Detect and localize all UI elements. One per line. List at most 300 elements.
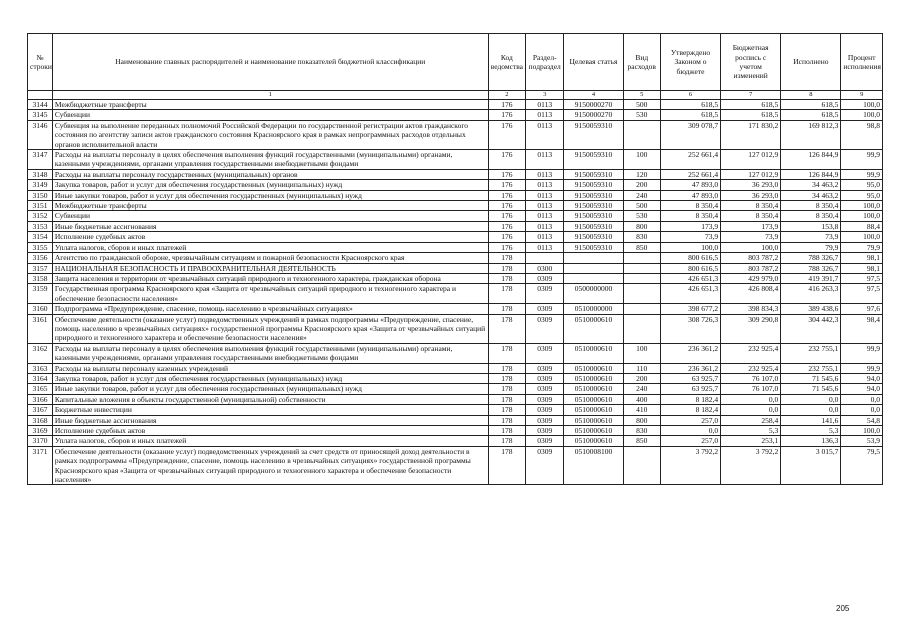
expense-type-cell: 850 — [623, 242, 660, 252]
row-name-cell: Расходы на выплаты персоналу казенных учреждений — [52, 363, 488, 373]
row-name-cell: Уплата налогов, сборов и иных платежей — [52, 436, 488, 446]
expense-type-cell — [623, 446, 660, 485]
expense-type-cell — [623, 284, 660, 304]
execution-percent-cell: 97,6 — [841, 304, 883, 314]
department-code-cell: 176 — [488, 211, 525, 221]
row-number-cell: 3152 — [28, 211, 53, 221]
section-code-cell: 0309 — [526, 426, 564, 436]
executed-amount-cell: 169 812,3 — [781, 120, 841, 149]
row-number-cell: 3153 — [28, 221, 53, 231]
section-code-cell: 0113 — [526, 100, 564, 110]
row-name-cell: НАЦИОНАЛЬНАЯ БЕЗОПАСНОСТЬ И ПРАВООХРАНИТЕЛЬНАЯ ДЕЯТЕЛЬНОСТЬ — [52, 263, 488, 273]
column-number-row — [28, 91, 883, 100]
executed-amount-cell: 153,8 — [781, 221, 841, 231]
budget-list-amount-cell: 618,5 — [721, 110, 781, 120]
target-article-cell: 0510000610 — [564, 436, 623, 446]
executed-amount-cell: 126 844,9 — [781, 150, 841, 170]
section-code-cell: 0309 — [526, 343, 564, 363]
department-code-cell: 178 — [488, 273, 525, 283]
budget-list-amount-cell: 8 350,4 — [721, 201, 781, 211]
expense-type-cell — [623, 273, 660, 283]
table-row — [28, 405, 883, 415]
target-article-cell: 9150000270 — [564, 100, 623, 110]
table-row — [28, 415, 883, 425]
row-number-cell: 3148 — [28, 169, 53, 179]
execution-percent-cell: 53,9 — [841, 436, 883, 446]
header-row — [28, 34, 883, 91]
row-name-cell: Расходы на выплаты персоналу в целях обеспечения выполнения функций государственными (муниципальными) органами, казенными учреждениями, органами управления государственными внебюджетными фондами — [52, 150, 488, 170]
column-number: 8 — [781, 91, 841, 100]
row-number-cell: 3160 — [28, 304, 53, 314]
row-number-cell: 3147 — [28, 150, 53, 170]
row-name-cell: Иные бюджетные ассигнования — [52, 221, 488, 231]
department-code-cell: 178 — [488, 263, 525, 273]
column-number — [28, 91, 53, 100]
column-number: 7 — [721, 91, 781, 100]
table-row — [28, 242, 883, 252]
executed-amount-cell: 389 438,6 — [781, 304, 841, 314]
row-name-cell: Исполнение судебных актов — [52, 426, 488, 436]
target-article-cell: 0510000000 — [564, 304, 623, 314]
executed-amount-cell: 79,9 — [781, 242, 841, 252]
execution-percent-cell: 79,5 — [841, 446, 883, 485]
executed-amount-cell: 141,6 — [781, 415, 841, 425]
table-row — [28, 253, 883, 263]
table-row — [28, 169, 883, 179]
executed-amount-cell: 0,0 — [781, 405, 841, 415]
target-article-cell: 0510000610 — [564, 363, 623, 373]
table-row — [28, 100, 883, 110]
target-article-cell: 9150000270 — [564, 110, 623, 120]
execution-percent-cell: 79,9 — [841, 242, 883, 252]
executed-amount-cell: 71 545,6 — [781, 373, 841, 383]
execution-percent-cell: 100,0 — [841, 232, 883, 242]
target-article-cell: 0510000610 — [564, 343, 623, 363]
budget-list-amount-cell: 127 012,9 — [721, 150, 781, 170]
page-number: 205 — [836, 604, 850, 613]
section-code-cell: 0113 — [526, 232, 564, 242]
expense-type-cell: 830 — [623, 426, 660, 436]
column-number: 5 — [623, 91, 660, 100]
approved-amount-cell: 63 925,7 — [660, 373, 720, 383]
department-code-cell: 178 — [488, 304, 525, 314]
department-code-cell: 176 — [488, 221, 525, 231]
row-name-cell: Закупка товаров, работ и услуг для обеспечения государственных (муниципальных) нужд — [52, 373, 488, 383]
executed-amount-cell: 34 463,2 — [781, 180, 841, 190]
approved-amount-cell: 47 893,0 — [660, 180, 720, 190]
row-number-cell: 3164 — [28, 373, 53, 383]
approved-amount-cell: 63 925,7 — [660, 384, 720, 394]
budget-list-amount-cell: 398 834,3 — [721, 304, 781, 314]
approved-amount-cell: 309 078,7 — [660, 120, 720, 149]
expense-type-cell — [623, 304, 660, 314]
section-code-cell: 0113 — [526, 110, 564, 120]
department-code-cell: 178 — [488, 384, 525, 394]
row-number-cell: 3170 — [28, 436, 53, 446]
row-number-cell: 3158 — [28, 273, 53, 283]
section-code-cell — [526, 253, 564, 263]
approved-amount-cell: 236 361,2 — [660, 343, 720, 363]
table-row — [28, 150, 883, 170]
section-code-cell: 0309 — [526, 363, 564, 373]
section-code-cell: 0309 — [526, 314, 564, 343]
approved-amount-cell: 252 661,4 — [660, 150, 720, 170]
target-article-cell: 0510000610 — [564, 415, 623, 425]
executed-amount-cell: 126 844,9 — [781, 169, 841, 179]
table-row — [28, 436, 883, 446]
column-number: 3 — [526, 91, 564, 100]
expense-type-cell: 800 — [623, 221, 660, 231]
execution-percent-cell: 88,4 — [841, 221, 883, 231]
target-article-cell: 0510000610 — [564, 405, 623, 415]
expense-type-cell: 240 — [623, 190, 660, 200]
executed-amount-cell: 0,0 — [781, 394, 841, 404]
table-row — [28, 263, 883, 273]
column-number: 6 — [660, 91, 720, 100]
section-code-cell: 0113 — [526, 190, 564, 200]
table-row — [28, 120, 883, 149]
execution-percent-cell: 100,0 — [841, 100, 883, 110]
department-code-cell: 178 — [488, 405, 525, 415]
department-code-cell: 178 — [488, 363, 525, 373]
table-row — [28, 201, 883, 211]
execution-percent-cell: 98,8 — [841, 120, 883, 149]
section-code-cell: 0300 — [526, 263, 564, 273]
approved-amount-cell: 47 893,0 — [660, 190, 720, 200]
expense-type-cell: 240 — [623, 384, 660, 394]
table-row — [28, 314, 883, 343]
budget-list-amount-cell: 8 350,4 — [721, 211, 781, 221]
expense-type-cell: 110 — [623, 363, 660, 373]
expense-type-cell: 500 — [623, 201, 660, 211]
section-code-cell: 0113 — [526, 221, 564, 231]
approved-amount-cell: 8 182,4 — [660, 394, 720, 404]
table-row — [28, 384, 883, 394]
section-code-cell: 0309 — [526, 273, 564, 283]
target-article-cell: 9150059310 — [564, 169, 623, 179]
execution-percent-cell: 0,0 — [841, 394, 883, 404]
row-number-cell: 3151 — [28, 201, 53, 211]
section-code-cell: 0113 — [526, 242, 564, 252]
executed-amount-cell: 34 463,2 — [781, 190, 841, 200]
department-code-cell: 178 — [488, 426, 525, 436]
section-code-cell: 0113 — [526, 120, 564, 149]
approved-amount-cell: 308 726,3 — [660, 314, 720, 343]
row-name-cell: Иные закупки товаров, работ и услуг для обеспечения государственных (муниципальных) нужд — [52, 190, 488, 200]
executed-amount-cell: 8 350,4 — [781, 211, 841, 221]
execution-percent-cell: 100,0 — [841, 201, 883, 211]
target-article-cell: 0510000610 — [564, 426, 623, 436]
section-code-cell: 0309 — [526, 415, 564, 425]
budget-list-amount-cell: 100,0 — [721, 242, 781, 252]
header-name: Наименование главных распорядителей и наименование показателей бюджетной классификации — [52, 34, 488, 91]
expense-type-cell: 830 — [623, 232, 660, 242]
execution-percent-cell: 100,0 — [841, 211, 883, 221]
expense-type-cell — [623, 263, 660, 273]
target-article-cell: 9150059310 — [564, 150, 623, 170]
department-code-cell: 176 — [488, 242, 525, 252]
department-code-cell: 176 — [488, 100, 525, 110]
row-name-cell: Уплата налогов, сборов и иных платежей — [52, 242, 488, 252]
execution-percent-cell: 99,9 — [841, 363, 883, 373]
budget-list-amount-cell: 429 979,0 — [721, 273, 781, 283]
expense-type-cell — [623, 253, 660, 263]
budget-table — [27, 33, 883, 485]
row-name-cell: Субвенция на выполнение переданных полномочий Российской Федерации по государственной регистрации актов гражданского состояния по агентству записи актов гражданского состояния Красноярского края в рамках непрограммных расходов отдельных органов исполнительной власти — [52, 120, 488, 149]
row-name-cell: Закупка товаров, работ и услуг для обеспечения государственных (муниципальных) нужд — [52, 180, 488, 190]
section-code-cell: 0309 — [526, 405, 564, 415]
target-article-cell: 9150059310 — [564, 232, 623, 242]
budget-list-amount-cell: 36 293,0 — [721, 190, 781, 200]
row-number-cell: 3144 — [28, 100, 53, 110]
row-number-cell: 3161 — [28, 314, 53, 343]
department-code-cell: 176 — [488, 201, 525, 211]
row-name-cell: Государственная программа Красноярского края «Защита от чрезвычайных ситуаций природного и техногенного характера и обеспечение безопасности населения» — [52, 284, 488, 304]
budget-list-amount-cell: 5,3 — [721, 426, 781, 436]
row-number-cell: 3146 — [28, 120, 53, 149]
row-number-cell: 3155 — [28, 242, 53, 252]
table-row — [28, 446, 883, 485]
column-number: 4 — [564, 91, 623, 100]
approved-amount-cell: 426 651,3 — [660, 273, 720, 283]
row-name-cell: Капитальные вложения в объекты государственной (муниципальной) собственности — [52, 394, 488, 404]
header-execution-percent: Процент исполнения — [841, 34, 883, 91]
row-number-cell: 3169 — [28, 426, 53, 436]
approved-amount-cell: 236 361,2 — [660, 363, 720, 373]
execution-percent-cell: 0,0 — [841, 405, 883, 415]
execution-percent-cell: 54,8 — [841, 415, 883, 425]
row-name-cell: Агентство по гражданской обороне, чрезвычайным ситуациям и пожарной безопасности Красноярского края — [52, 253, 488, 263]
execution-percent-cell: 94,0 — [841, 384, 883, 394]
row-number-cell: 3168 — [28, 415, 53, 425]
approved-amount-cell: 800 616,5 — [660, 253, 720, 263]
table-row — [28, 343, 883, 363]
approved-amount-cell: 426 651,3 — [660, 284, 720, 304]
column-number: 2 — [488, 91, 525, 100]
executed-amount-cell: 71 545,6 — [781, 384, 841, 394]
table-row — [28, 304, 883, 314]
budget-list-amount-cell: 76 107,0 — [721, 373, 781, 383]
execution-percent-cell: 98,4 — [841, 314, 883, 343]
approved-amount-cell: 618,5 — [660, 100, 720, 110]
target-article-cell — [564, 253, 623, 263]
approved-amount-cell: 398 677,2 — [660, 304, 720, 314]
approved-amount-cell: 100,0 — [660, 242, 720, 252]
row-name-cell: Иные закупки товаров, работ и услуг для обеспечения государственных (муниципальных) нужд — [52, 384, 488, 394]
section-code-cell: 0309 — [526, 373, 564, 383]
section-code-cell: 0113 — [526, 150, 564, 170]
row-number-cell: 3149 — [28, 180, 53, 190]
row-name-cell: Подпрограмма «Предупреждение, спасение, помощь населению в чрезвычайных ситуациях» — [52, 304, 488, 314]
table-row — [28, 363, 883, 373]
execution-percent-cell: 100,0 — [841, 426, 883, 436]
execution-percent-cell: 94,0 — [841, 373, 883, 383]
expense-type-cell: 500 — [623, 100, 660, 110]
target-article-cell: 9150059310 — [564, 221, 623, 231]
approved-amount-cell: 8 182,4 — [660, 405, 720, 415]
header-executed: Исполнено — [781, 34, 841, 91]
target-article-cell: 0510000610 — [564, 394, 623, 404]
header-approved-by-law: Утверждено Законом о бюджете — [660, 34, 720, 91]
approved-amount-cell: 257,0 — [660, 415, 720, 425]
target-article-cell — [564, 273, 623, 283]
row-name-cell: Межбюджетные трансферты — [52, 100, 488, 110]
executed-amount-cell: 618,5 — [781, 100, 841, 110]
column-number: 1 — [52, 91, 488, 100]
expense-type-cell: 200 — [623, 373, 660, 383]
expense-type-cell: 800 — [623, 415, 660, 425]
approved-amount-cell: 8 350,4 — [660, 201, 720, 211]
target-article-cell: 9150059310 — [564, 120, 623, 149]
budget-list-amount-cell: 253,1 — [721, 436, 781, 446]
department-code-cell: 176 — [488, 190, 525, 200]
row-number-cell: 3157 — [28, 263, 53, 273]
table-row — [28, 373, 883, 383]
department-code-cell: 176 — [488, 120, 525, 149]
row-number-cell: 3171 — [28, 446, 53, 485]
header-row-number: № строки — [28, 34, 53, 91]
row-number-cell: 3150 — [28, 190, 53, 200]
executed-amount-cell: 788 326,7 — [781, 253, 841, 263]
expense-type-cell: 400 — [623, 394, 660, 404]
budget-list-amount-cell: 0,0 — [721, 405, 781, 415]
executed-amount-cell: 5,3 — [781, 426, 841, 436]
execution-percent-cell: 99,9 — [841, 343, 883, 363]
execution-percent-cell: 95,0 — [841, 180, 883, 190]
budget-list-amount-cell: 0,0 — [721, 394, 781, 404]
target-article-cell: 9150059310 — [564, 190, 623, 200]
execution-percent-cell: 98,1 — [841, 253, 883, 263]
department-code-cell: 176 — [488, 180, 525, 190]
table-row — [28, 211, 883, 221]
approved-amount-cell: 800 616,5 — [660, 263, 720, 273]
budget-list-amount-cell: 73,9 — [721, 232, 781, 242]
row-name-cell: Субвенции — [52, 110, 488, 120]
header-target-article: Целевая статья — [564, 34, 623, 91]
section-code-cell: 0309 — [526, 304, 564, 314]
target-article-cell: 0510000610 — [564, 384, 623, 394]
expense-type-cell — [623, 120, 660, 149]
row-number-cell: 3145 — [28, 110, 53, 120]
table-row — [28, 180, 883, 190]
target-article-cell: 0510000610 — [564, 314, 623, 343]
execution-percent-cell: 97,5 — [841, 284, 883, 304]
budget-list-amount-cell: 232 925,4 — [721, 343, 781, 363]
row-name-cell: Обеспечение деятельности (оказание услуг) подведомственных учреждений в рамках подпрограммы «Предупреждение, спасение, помощь населению в чрезвычайных ситуациях» государственной программы Красноярского края «Защита от чрезвычайных ситуаций природного и техногенного характера и обеспечение безопасности населения» — [52, 314, 488, 343]
budget-list-amount-cell: 426 808,4 — [721, 284, 781, 304]
table-row — [28, 426, 883, 436]
section-code-cell: 0113 — [526, 211, 564, 221]
row-name-cell: Субвенции — [52, 211, 488, 221]
executed-amount-cell: 304 442,3 — [781, 314, 841, 343]
budget-list-amount-cell: 803 787,2 — [721, 253, 781, 263]
section-code-cell: 0309 — [526, 384, 564, 394]
department-code-cell: 178 — [488, 446, 525, 485]
executed-amount-cell: 419 391,7 — [781, 273, 841, 283]
expense-type-cell: 530 — [623, 211, 660, 221]
budget-list-amount-cell: 309 290,8 — [721, 314, 781, 343]
row-name-cell: Межбюджетные трансферты — [52, 201, 488, 211]
approved-amount-cell: 73,9 — [660, 232, 720, 242]
table-row — [28, 273, 883, 283]
expense-type-cell: 530 — [623, 110, 660, 120]
budget-list-amount-cell: 803 787,2 — [721, 263, 781, 273]
section-code-cell: 0113 — [526, 169, 564, 179]
row-name-cell: Защита населения и территории от чрезвычайных ситуаций природного и техногенного характера, гражданская оборона — [52, 273, 488, 283]
target-article-cell: 9150059310 — [564, 180, 623, 190]
expense-type-cell: 850 — [623, 436, 660, 446]
row-name-cell: Иные бюджетные ассигнования — [52, 415, 488, 425]
table-row — [28, 284, 883, 304]
execution-percent-cell: 98,1 — [841, 263, 883, 273]
row-number-cell: 3159 — [28, 284, 53, 304]
expense-type-cell: 410 — [623, 405, 660, 415]
target-article-cell: 9150059310 — [564, 242, 623, 252]
section-code-cell: 0309 — [526, 394, 564, 404]
table-row — [28, 110, 883, 120]
row-number-cell: 3154 — [28, 232, 53, 242]
row-name-cell: Исполнение судебных актов — [52, 232, 488, 242]
department-code-cell: 178 — [488, 436, 525, 446]
execution-percent-cell: 95,0 — [841, 190, 883, 200]
row-number-cell: 3156 — [28, 253, 53, 263]
execution-percent-cell: 99,9 — [841, 150, 883, 170]
row-name-cell: Расходы на выплаты персоналу государственных (муниципальных) органов — [52, 169, 488, 179]
header-expense-type: Вид расходов — [623, 34, 660, 91]
department-code-cell: 176 — [488, 232, 525, 242]
executed-amount-cell: 232 755,1 — [781, 343, 841, 363]
row-number-cell: 3162 — [28, 343, 53, 363]
approved-amount-cell: 3 792,2 — [660, 446, 720, 485]
department-code-cell: 176 — [488, 110, 525, 120]
executed-amount-cell: 136,3 — [781, 436, 841, 446]
department-code-cell: 178 — [488, 343, 525, 363]
expense-type-cell: 200 — [623, 180, 660, 190]
section-code-cell: 0113 — [526, 201, 564, 211]
row-number-cell: 3163 — [28, 363, 53, 373]
budget-list-amount-cell: 232 925,4 — [721, 363, 781, 373]
executed-amount-cell: 232 755,1 — [781, 363, 841, 373]
table-row — [28, 394, 883, 404]
row-name-cell: Расходы на выплаты персоналу в целях обеспечения выполнения функций государственными (муниципальными) органами, казенными учреждениями, органами управления государственными внебюджетными фондами — [52, 343, 488, 363]
section-code-cell: 0309 — [526, 446, 564, 485]
executed-amount-cell: 618,5 — [781, 110, 841, 120]
budget-list-amount-cell: 36 293,0 — [721, 180, 781, 190]
department-code-cell: 178 — [488, 314, 525, 343]
expense-type-cell: 100 — [623, 343, 660, 363]
executed-amount-cell: 8 350,4 — [781, 201, 841, 211]
table-row — [28, 221, 883, 231]
target-article-cell: 0500000000 — [564, 284, 623, 304]
section-code-cell: 0113 — [526, 180, 564, 190]
target-article-cell — [564, 263, 623, 273]
row-number-cell: 3166 — [28, 394, 53, 404]
budget-list-amount-cell: 3 792,2 — [721, 446, 781, 485]
header-section-subsection: Раздел-подраздел — [526, 34, 564, 91]
header-budget-list: Бюджетная роспись с учетом изменений — [721, 34, 781, 91]
executed-amount-cell: 788 326,7 — [781, 263, 841, 273]
executed-amount-cell: 73,9 — [781, 232, 841, 242]
target-article-cell: 9150059310 — [564, 201, 623, 211]
approved-amount-cell: 257,0 — [660, 436, 720, 446]
table-row — [28, 232, 883, 242]
budget-list-amount-cell: 173,9 — [721, 221, 781, 231]
department-code-cell: 178 — [488, 415, 525, 425]
row-name-cell: Обеспечение деятельности (оказание услуг) подведомственных учреждений за счет средств от приносящей доход деятельности в рамках подпрограммы «Предупреждение, спасение, помощь населению в чрезвычайных ситуациях» государственной программы Красноярского края «Защита от чрезвычайных ситуаций природного и техногенного характера и обеспечение безопасности населения» — [52, 446, 488, 485]
approved-amount-cell: 173,9 — [660, 221, 720, 231]
department-code-cell: 176 — [488, 150, 525, 170]
target-article-cell: 0510000610 — [564, 373, 623, 383]
